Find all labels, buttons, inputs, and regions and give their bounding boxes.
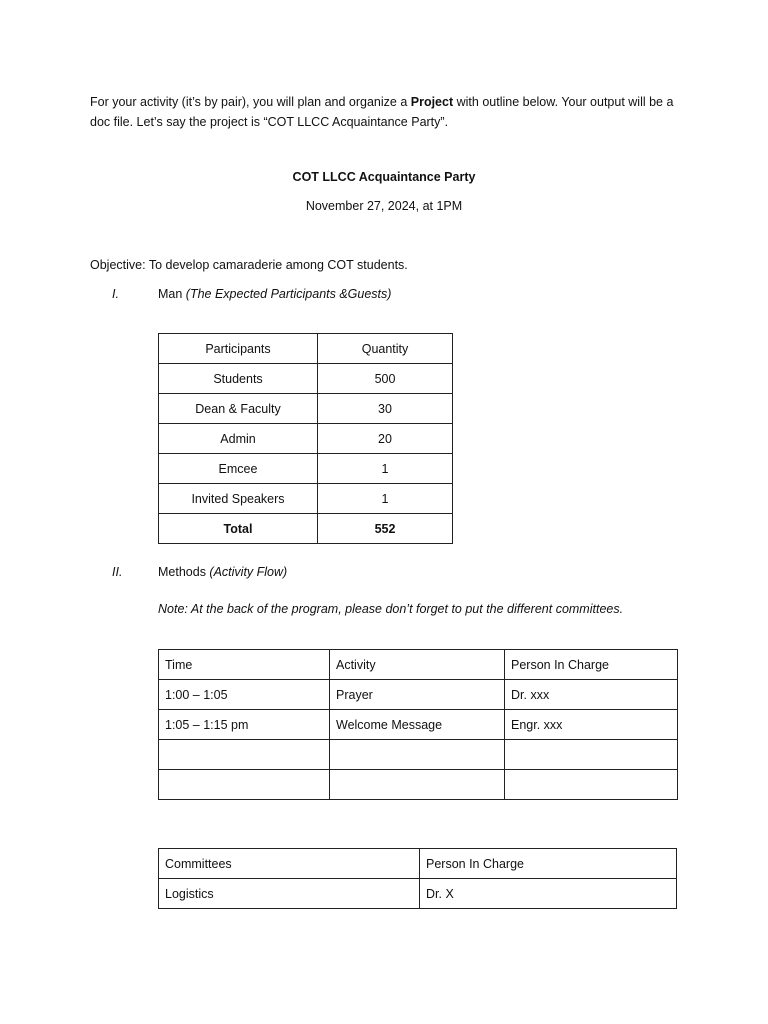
table-cell: 1 xyxy=(318,454,453,484)
section-2-numeral: II. xyxy=(112,565,123,579)
section-2-label: Methods xyxy=(158,565,210,579)
table-cell: 20 xyxy=(318,424,453,454)
table-cell: Admin xyxy=(159,424,318,454)
table-row xyxy=(159,484,453,514)
table-cell xyxy=(330,770,505,800)
header-cell: Person In Charge xyxy=(505,650,678,680)
total-value: 552 xyxy=(318,514,453,544)
table-cell: 1 xyxy=(318,484,453,514)
section-2-heading xyxy=(158,565,287,579)
table-cell: Dean & Faculty xyxy=(159,394,318,424)
table-row xyxy=(159,454,453,484)
table-cell: Dr. X xyxy=(420,879,677,909)
table-row xyxy=(159,680,678,710)
table-row xyxy=(159,710,678,740)
section-1-subtitle: (The Expected Participants &Guests) xyxy=(185,287,392,301)
table-header-row xyxy=(159,650,678,680)
table-row xyxy=(159,394,453,424)
table-cell: 1:05 – 1:15 pm xyxy=(159,710,330,740)
participants-table xyxy=(158,333,453,544)
table-row xyxy=(159,879,677,909)
committees-table xyxy=(158,848,677,909)
objective-text: Objective: To develop camaraderie among COT students. xyxy=(90,258,408,272)
intro-bold-project: Project xyxy=(410,95,454,109)
intro-text-2: with outline below. Your output will be a doc file. Let’s say the project is “COT LLCC Acquaintance Party”. xyxy=(90,95,674,129)
table-cell xyxy=(159,740,330,770)
section-1-heading xyxy=(158,287,391,301)
header-cell: Quantity xyxy=(318,334,453,364)
table-cell: 500 xyxy=(318,364,453,394)
table-cell: Students xyxy=(159,364,318,394)
table-cell: Invited Speakers xyxy=(159,484,318,514)
total-row xyxy=(159,514,453,544)
intro-paragraph xyxy=(90,92,690,132)
header-cell: Person In Charge xyxy=(420,849,677,879)
table-cell: Welcome Message xyxy=(330,710,505,740)
intro-text-1: For your activity (it’s by pair), you will plan and organize a xyxy=(90,95,411,109)
table-cell xyxy=(159,770,330,800)
section-2-subtitle: (Activity Flow) xyxy=(209,565,288,579)
table-cell: Engr. xxx xyxy=(505,710,678,740)
section-1-numeral: I. xyxy=(112,287,119,301)
table-cell xyxy=(330,740,505,770)
table-cell xyxy=(505,740,678,770)
table-cell: Logistics xyxy=(159,879,420,909)
section-1-label: Man xyxy=(158,287,186,301)
document-title: COT LLCC Acquaintance Party xyxy=(292,170,476,184)
table-cell xyxy=(505,770,678,800)
header-cell: Activity xyxy=(330,650,505,680)
table-cell: Dr. xxx xyxy=(505,680,678,710)
table-cell: 30 xyxy=(318,394,453,424)
activity-flow-table xyxy=(158,649,678,800)
header-cell: Time xyxy=(159,650,330,680)
header-cell: Committees xyxy=(159,849,420,879)
table-header-row xyxy=(159,334,453,364)
table-cell: 1:00 – 1:05 xyxy=(159,680,330,710)
table-cell: Emcee xyxy=(159,454,318,484)
table-header-row xyxy=(159,849,677,879)
table-row xyxy=(159,364,453,394)
total-label: Total xyxy=(159,514,318,544)
header-cell: Participants xyxy=(159,334,318,364)
note-text: Note: At the back of the program, please don’t forget to put the different committees. xyxy=(158,602,624,616)
table-row xyxy=(159,424,453,454)
event-date: November 27, 2024, at 1PM xyxy=(305,199,463,213)
table-row xyxy=(159,740,678,770)
table-cell: Prayer xyxy=(330,680,505,710)
table-row xyxy=(159,770,678,800)
